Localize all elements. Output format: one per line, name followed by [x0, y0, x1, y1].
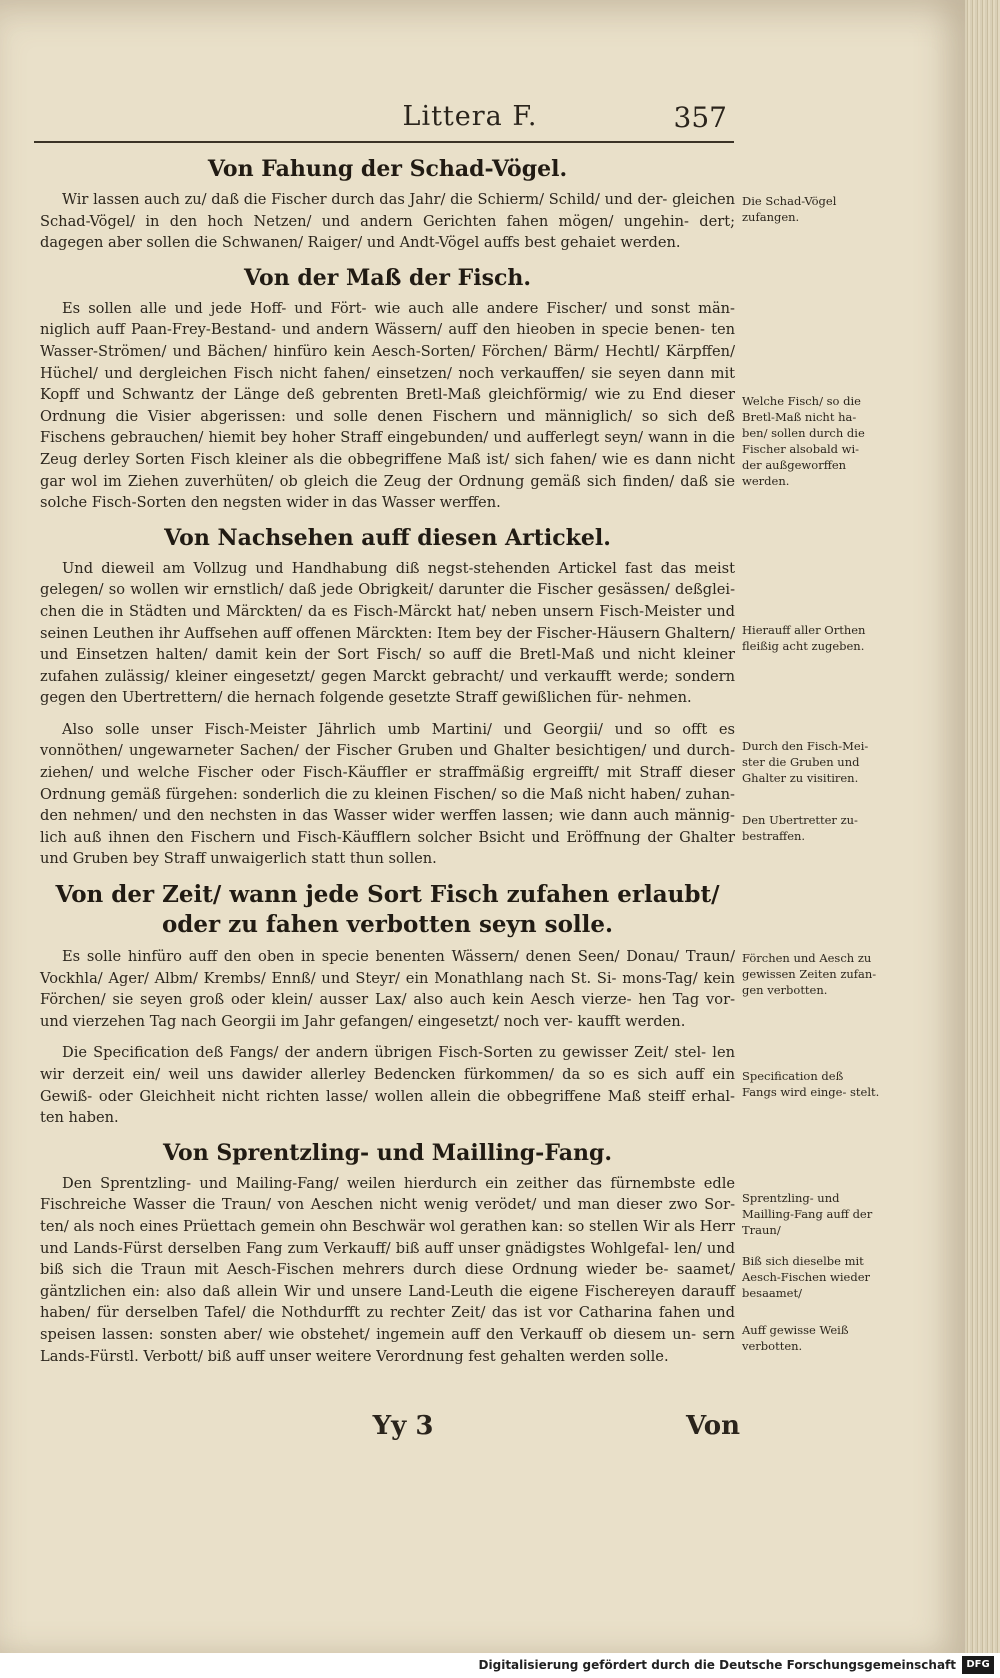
section-heading: Von der Maß der Fisch.: [243, 264, 532, 291]
paragraph: Wir lassen auch zu/ daß die Fischer durch das Jahr/ die Schierm/ Schild/ und der- gleichen Schad-Vögel/ in den hoch Netzen/ und andern Gerichten fahen mögen/ ungehin- dert; dagegen aber sollen die Schwanen/ Raiger/ und Andt-Vögel auffs best gehaiet werden.: [40, 191, 735, 252]
page-number: 357: [673, 101, 727, 134]
paragraph: Es sollen alle und jede Hoff- und Fört- wie auch alle andere Fischer/ und sonst män- niglich auff Paan-Frey-Bestand- und andern Wässern/ auff den hieoben in specie benen- ten Wasser-Strömen/ und Bächen/ hinfüro kein Aesch-Sorten/ Förchen/ Bärm/ Hechtl/ Kärpffen/ Hüchel/ und dergleichen Fisch nicht fahen/ einsetzen/ noch verkauffen/ sie seyen dann mit Kopff und Schwantz der Länge deß gebrenten Bretl-Maß gleichförmig/ wie zu End dieser Ordnung die Visier abgerissen: und solle denen Fischern und männiglich/ so sich deß Fischens gebrauchen/ hiemit bey hoher Straff eingebunden/ und aufferlegt seyn/ wann in die Zeug derley Sorten Fisch kleiner als die obbegriffene Maß ist/ sich fahen/ wie es dann nicht gar wol im Ziehen zuverhüten/ ob gleich die Zeug der Ordnung gemäß sich finden/ daß sie solche Fisch-Sorten den negsten wider in das Wasser werffen.: [40, 299, 735, 512]
section-heading: Von Sprentzling- und Mailling-Fang.: [162, 1139, 613, 1166]
page-edge: [965, 0, 1000, 1653]
margin-note: Auff gewisse Weiß verbotten.: [742, 1323, 849, 1353]
paragraph: Die Specification deß Fangs/ der andern übrigen Fisch-Sorten zu gewisser Zeit/ stel- len wir derzeit ein/ weil uns dawider allerley Bedencken fürkommen/ da so es sich auff ein Gewiß- oder Gleichheit nicht richten lasse/ wollen allein die obbegriffene Maß steiff erhal- ten haben.: [40, 1044, 735, 1127]
margin-note: Biß sich dieselbe mit Aesch-Fischen wieder besaamet/: [742, 1254, 871, 1300]
section-heading: Von Fahung der Schad-Vögel.: [207, 156, 568, 182]
paragraph: Und dieweil am Vollzug und Handhabung diß negst-stehenden Artickel fast das meist gelegen/ so wollen wir ernstlich/ daß jede Obrigkeit/ darunter die Fischer gesässen/ deßglei- chen die in Städten und Märckten/ da es Fisch-Märckt hat/ neben unsern Fisch-Meister und seinen Leuthen ihr Auffsehen auff offenen Märckten: Item bey der Fischer-Häusern Ghaltern/ und Einsetzen halten/ damit kein der Sort Fisch/ so auff die Bretl-Maß und nicht kleiner zufahen zulässig/ kleiner eingesetzt/ gegen Marckt gebracht/ und verkaufft werde; sondern gegen den Ubertrettern/ die hernach folgende gesetzte Straff gewißlichen für- nehmen.: [40, 559, 735, 707]
margin-note: Den Ubertretter zu- bestraffen.: [742, 813, 858, 843]
margin-note: Die Schad-Vögel zufangen.: [742, 194, 837, 224]
footer-credit: Digitalisierung gefördert durch die Deutsche Forschungsgemeinschaft: [478, 1658, 956, 1672]
footer-bar: [0, 1653, 1000, 1678]
main-text-column: [40, 155, 735, 1377]
paragraph: Es solle hinfüro auff den oben in specie benenten Wässern/ denen Seen/ Donau/ Traun/ Vockhla/ Ager/ Albm/ Krembs/ Ennß/ und Steyr/ ein Monathlang nach St. Si- mons-Tag/ kein Förchen/ sie seyen groß oder klein/ ausser Lax/ also auch kein Aesch vierze- hen Tag vor- und vierzehen Tag nach Georgii im Jahr gefangen/ eingesetzt/ noch ver- kaufft werden.: [40, 948, 735, 1030]
margin-note: Welche Fisch/ so die Bretl-Maß nicht ha- ben/ sollen durch die Fischer alsobald wi- der außgeworffen werden.: [742, 394, 865, 488]
section-mass-der-fisch: [40, 264, 735, 514]
section-sprentzling: [40, 1139, 735, 1367]
catchword: Von: [685, 1411, 740, 1441]
section-nachsehen: [40, 524, 735, 870]
section-heading: Von Nachsehen auff diesen Artickel.: [164, 524, 611, 551]
signature-mark: Yy 3: [372, 1411, 434, 1441]
margin-note: Specification deß Fangs wird einge- stelt.: [742, 1069, 880, 1099]
margin-note: Durch den Fisch-Mei- ster die Gruben und Ghalter zu visitiren.: [742, 739, 869, 785]
margin-note: Förchen und Aesch zu gewissen Zeiten zufan- gen verbotten.: [742, 951, 877, 997]
dfg-logo: DFG: [962, 1656, 994, 1674]
margin-note: Hierauff aller Orthen fleißig acht zugeben.: [742, 623, 866, 653]
section-zeit: [40, 880, 735, 1129]
running-title: Littera F.: [402, 101, 538, 132]
section-schad-voegel: [40, 155, 735, 254]
paragraph: Den Sprentzling- und Mailing-Fang/ weilen hierdurch ein zeither das fürnembste edle Fischreiche Wasser die Traun/ von Aeschen nicht wenig verödet/ und man dieser zwo Sor- ten/ als noch eines Prüettach gemein ohn Beschwär wol gerathen kan: so stellen Wir als Herr und Lands-Fürst derselben Fang zum Verkauff/ biß auff unser gnädigstes Wohlgefal- len/ und biß sich die Traun mit Aesch-Fischen mehrers durch diese Ordnung wieder be- saamet/ gäntzlichen ein: also daß allein Wir und unsere Land-Leuth die eigene Fischereyen darauff haben/ für derselben Tafel/ die Nothdurfft zu rechter Zeit/ das ist vor Catharina fahen und speisen lassen: sonsten aber/ wie obstehet/ ingemein auff den Verkauff ob diesem un- sern Lands-Fürstl. Verbott/ biß auff unser weitere Verordnung fest gehalten werden solle.: [40, 1174, 735, 1365]
paragraph: Also solle unser Fisch-Meister Jährlich umb Martini/ und Georgii/ und so offt es vonnöthen/ ungewarneter Sachen/ der Fischer Gruben und Ghalter besichtigen/ und durch- ziehen/ und welche Fischer oder Fisch-Käuffler er straffmäßig ergreifft/ mit Straff dieser Ordnung gemäß fürgehen: sonderlich die zu kleinen Fischen/ so die Maß nicht haben/ zuhan- den nehmen/ und den nechsten in das Wasser wider werffen lassen; wie dann auch männig- lich auß ihnen den Fischern und Fisch-Käufflern solcher Bsicht und Eröffnung der Ghalter und Gruben bey Straff unwaigerlich statt thun sollen.: [40, 720, 735, 868]
section-heading: Von der Zeit/ wann jede Sort Fisch zufahen erlaubt/ oder zu fahen verbotten seyn solle.: [55, 881, 720, 939]
margin-note: Sprentzling- und Mailling-Fang auff der Traun/: [742, 1191, 873, 1237]
header-rule: [34, 141, 734, 143]
